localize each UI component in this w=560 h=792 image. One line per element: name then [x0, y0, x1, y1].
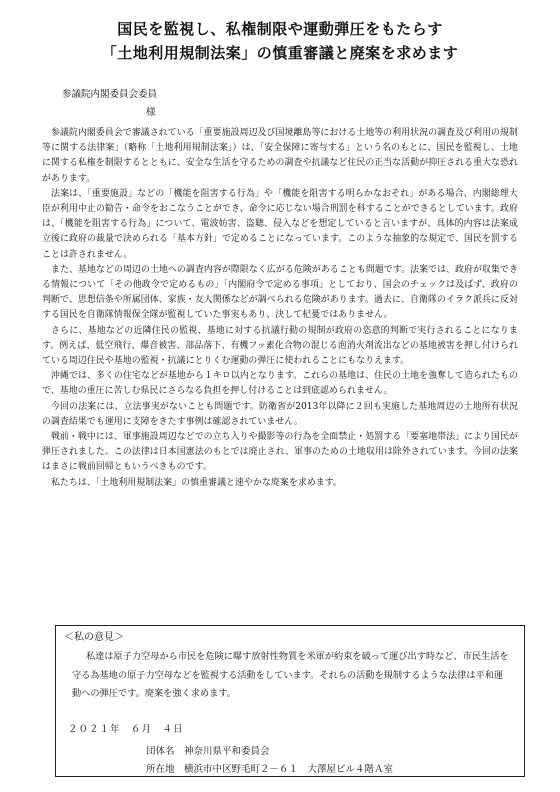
document-title-line-2: 「土地利用規制法案」の慎重審議と廃案を求めます: [101, 44, 459, 62]
paragraph: 私たちは、「土地利用規制法案」の慎重審議と速やかな廃案を求めます。: [51, 477, 343, 488]
opinion-box: [55, 625, 525, 777]
organization-address: 所在地 横浜市中区野毛町２－６１ 大澤屋ビル４階Ａ室: [146, 764, 394, 775]
paragraph: 法案は、「重要施設」などの「機能を阻害する行為」や「機能を阻害する明らかなおそれ」がある場合、内閣総理大臣が利用中止の勧告・命令をおこなうことができ、命令に応じない場合刑罰を科することができるとしています。政府は、「機能を阻害する行為」について、電波妨害、盗聴、侵入などを想定していると言いますが、具体的内容は法案成立後に政府の裁量で決められる「基本方針」で定めることになっています。このような抽象的な規定で、国民を罰することは許されません。: [42, 188, 518, 260]
organization-name: 団体名 神奈川県平和委員会: [146, 746, 270, 757]
opinion-text: 私達は原子力空母から市民を危険に曝す放射性物質を米軍が約束を破って運び出す時など、市民生活を守る為基地の原子力空母などを監視する活動をしています。それらの活動を規制するような法律は平和運動への弾圧です。廃案を強く求めます。: [72, 651, 509, 699]
paragraph: 戦前・戦中には、軍事施設周辺などでの立ち入りや撮影等の行為を全面禁止・処罰する「要塞地帯法」により国民が弾圧されました。この法律は日本国憲法のもとでは廃止され、軍事のための土地収用は除外されています。今回の法案はまさに戦前回帰ともいうべきものです。: [42, 432, 518, 473]
opinion-date: ２０２１年 ６月 ４日: [68, 724, 184, 735]
document-title-line-1: 国民を監視し、私権制限や運動弾圧をもたらす: [117, 20, 443, 38]
opinion-heading: ＜私の意見＞: [64, 632, 124, 643]
paragraph: 今回の法案には、立法事実がないことも問題です。防衛省が2013年以降に２回も実施した基地周辺の土地所有状況の調査結果でも運用に支障をきたす事例は確認されていません。: [42, 401, 518, 427]
opinion-text-block: [72, 648, 512, 704]
addressee-honorific: 様: [146, 107, 156, 118]
paragraph: 沖縄では、多くの住宅などが基地から１キロ以内となります。これらの基地は、住民の土地を強奪して造られたもので、基地の重圧に苦しむ県民にさらなる負担を押し付けることは到底認められません。: [42, 371, 518, 397]
paragraph: さらに、基地などの近隣住民の監視、基地に対する抗議行動の規制が政府の恣意的判断で実行されることになります。例えば、低空飛行、爆音被害、部品落下、有機フッ素化合物の混じる泡消火剤流出などの基地被害を押し付けられている周辺住民や基地の監視・抗議にとりくむ運動の弾圧に使われることにもなりえます。: [42, 325, 518, 367]
addressee-committee: 参議院内閣委員会委員: [62, 89, 158, 100]
paragraph: 参議院内閣委員会で審議されている「重要施設周辺及び国境離島等における土地等の利用状況の調査及び利用の規制等に関する法律案」（略称「土地利用規制法案」）は、「安全保障に寄与する」という名のもとに、国民を監視し、土地に関する私権を制限するとともに、安全な生活を守るための調査や抗議など住民の正当な活動が抑圧される重大な恐れがあります。: [42, 128, 518, 184]
petition-body: [42, 126, 518, 491]
paragraph: また、基地などの周辺の土地への調査内容が際限なく広がる危険があることも問題です。法案では、政府が収集できる情報について「その他政令で定めるもの」「内閣府令で定める事項」としており、国会のチェックは及ばず、政府の判断で、思想信条や所属団体、家族・友人関係などが調べられる危険があります。過去に、自衛隊のイラク派兵に反対する国民を自衛隊情報保全隊が監視していた事実もあり、決して杞憂ではありません。: [42, 264, 518, 321]
